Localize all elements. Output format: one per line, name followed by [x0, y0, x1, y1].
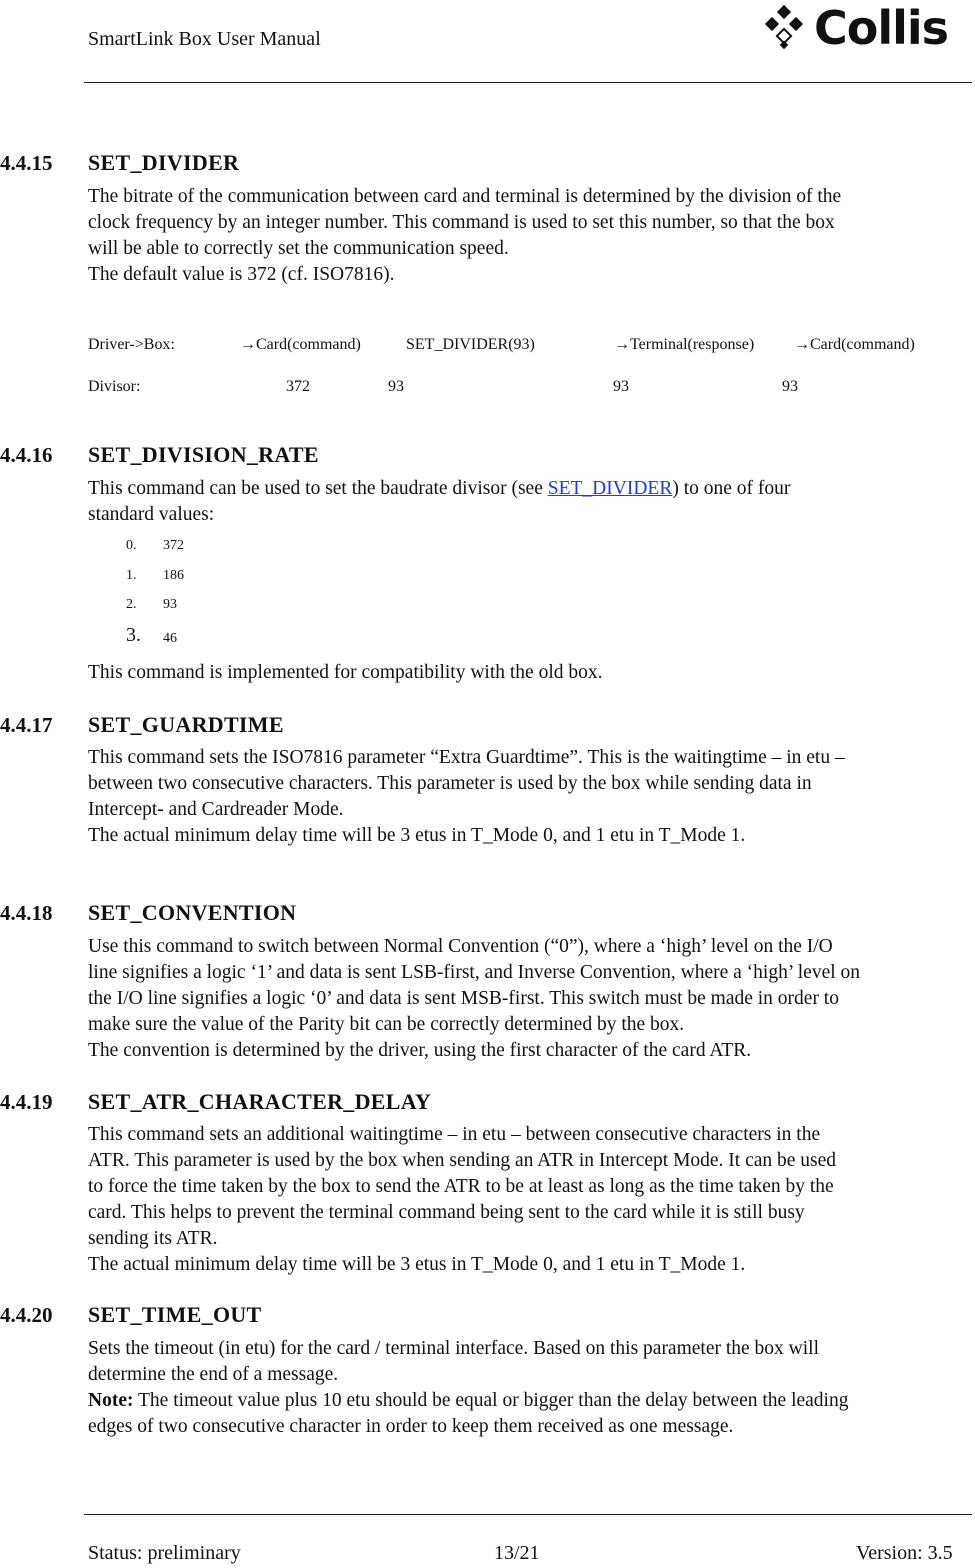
body-line: standard values:: [88, 504, 215, 525]
body-line: The actual minimum delay time will be 3 etus in T_Mode 0, and 1 etu in T_Mode 1.: [88, 825, 746, 846]
footer-page-number: 13/21: [494, 1542, 540, 1564]
section-title: SET_DIVISION_RATE: [88, 442, 319, 467]
body-line: will be able to correctly set the communication speed.: [88, 238, 509, 259]
body-line: to force the time taken by the box to send the ATR to be at least as long as the time taken by the: [88, 1176, 834, 1197]
header-title: SmartLink Box User Manual: [88, 28, 321, 50]
section-number: 4.4.20: [0, 1303, 53, 1327]
section-body: [88, 1336, 960, 1440]
section-title: SET_DIVIDER: [88, 150, 240, 175]
section-title: SET_TIME_OUT: [88, 1302, 262, 1327]
driver-row-label: Driver->Box:: [88, 336, 175, 353]
divisor-value: 93: [388, 378, 404, 395]
driver-row-cell: →Card(command): [794, 336, 915, 353]
body-line: The actual minimum delay time will be 3 etus in T_Mode 0, and 1 etu in T_Mode 1.: [88, 1254, 746, 1275]
logo-text: Collis: [814, 1, 949, 55]
divisor-value: 93: [782, 378, 798, 395]
section-body: [88, 184, 960, 288]
footer-version: Version: 3.5: [856, 1542, 953, 1564]
section-number: 4.4.19: [0, 1090, 53, 1114]
list-item-value: 372: [163, 538, 184, 553]
list-item-value: 46: [163, 631, 177, 646]
divisor-value: 372: [286, 378, 310, 395]
body-line: make sure the value of the Parity bit can be correctly determined by the box.: [88, 1014, 685, 1035]
list-item-number: 3.: [126, 624, 141, 646]
section-number: 4.4.17: [0, 713, 53, 737]
list-item-value: 93: [163, 597, 177, 612]
section-closing: This command is implemented for compatibility with the old box.: [88, 662, 603, 683]
body-line: Intercept- and Cardreader Mode.: [88, 799, 344, 820]
section-body: [88, 1122, 960, 1278]
note-line: Note: The timeout value plus 10 etu should be equal or bigger than the delay between the leading: [88, 1390, 849, 1411]
body-line: sending its ATR.: [88, 1228, 218, 1249]
body-line: line signifies a logic ‘1’ and data is sent LSB-first, and Inverse Convention, where a ‘high’ level on: [88, 962, 861, 983]
list-item-number: 1.: [126, 568, 137, 583]
body-line: clock frequency by an integer number. This command is used to set this number, so that the box: [88, 212, 835, 233]
list-item-value: 186: [163, 568, 184, 583]
section-number: 4.4.18: [0, 901, 53, 925]
divisor-row-label: Divisor:: [88, 378, 141, 395]
arrow-right-icon: →: [614, 336, 630, 353]
body-line: This command sets an additional waitingtime – in etu – between consecutive characters in the: [88, 1124, 821, 1145]
section-body: This command can be used to set the baudrate divisor (see SET_DIVIDER) to one of four standard values:: [88, 476, 960, 528]
divisor-value: 93: [613, 378, 629, 395]
list-item-number: 0.: [126, 538, 137, 553]
section-number: 4.4.16: [0, 443, 53, 467]
section-title: SET_ATR_CHARACTER_DELAY: [88, 1089, 432, 1114]
driver-row-cell: SET_DIVIDER(93): [406, 336, 535, 353]
body-line: The convention is determined by the driver, using the first character of the card ATR.: [88, 1040, 752, 1061]
body-line: ATR. This parameter is used by the box when sending an ATR in Intercept Mode. It can be used: [88, 1150, 837, 1171]
body-line: The default value is 372 (cf. ISO7816).: [88, 264, 395, 285]
header-divider: [84, 82, 972, 83]
diamond-logo-icon: [760, 4, 808, 52]
driver-row-cell: →Terminal(response): [614, 336, 755, 353]
section-title: SET_CONVENTION: [88, 900, 297, 925]
note-label: Note:: [88, 1390, 134, 1411]
body-line: This command sets the ISO7816 parameter “Extra Guardtime”. This is the waitingtime – in etu –: [88, 747, 845, 768]
section-title: SET_GUARDTIME: [88, 712, 284, 737]
arrow-right-icon: →: [240, 336, 256, 353]
body-line: Sets the timeout (in etu) for the card / terminal interface. Based on this parameter the box will: [88, 1338, 820, 1359]
section-number: 4.4.15: [0, 151, 53, 175]
body-line: determine the end of a message.: [88, 1364, 339, 1385]
body-line: card. This helps to prevent the terminal command being sent to the card while it is still busy: [88, 1202, 805, 1223]
company-logo: [760, 2, 948, 54]
section-body: [88, 745, 960, 849]
body-line: The bitrate of the communication between card and terminal is determined by the division of the: [88, 186, 842, 207]
body-line: Use this command to switch between Normal Convention (“0”), where a ‘high’ level on the I/O: [88, 936, 833, 957]
note-line: edges of two consecutive character in order to keep them received as one message.: [88, 1416, 734, 1437]
list-item-number: 2.: [126, 597, 137, 612]
footer-status: Status: preliminary: [88, 1542, 241, 1564]
body-line: between two consecutive characters. This parameter is used by the box while sending data in: [88, 773, 812, 794]
driver-row-cell: →Card(command): [240, 336, 361, 353]
section-body: [88, 934, 960, 1064]
body-line: the I/O line signifies a logic ‘0’ and data is sent MSB-first. This switch must be made in order to: [88, 988, 839, 1009]
arrow-right-icon: →: [794, 336, 810, 353]
set-divider-link[interactable]: SET_DIVIDER: [547, 478, 673, 499]
footer-divider: [84, 1514, 972, 1515]
